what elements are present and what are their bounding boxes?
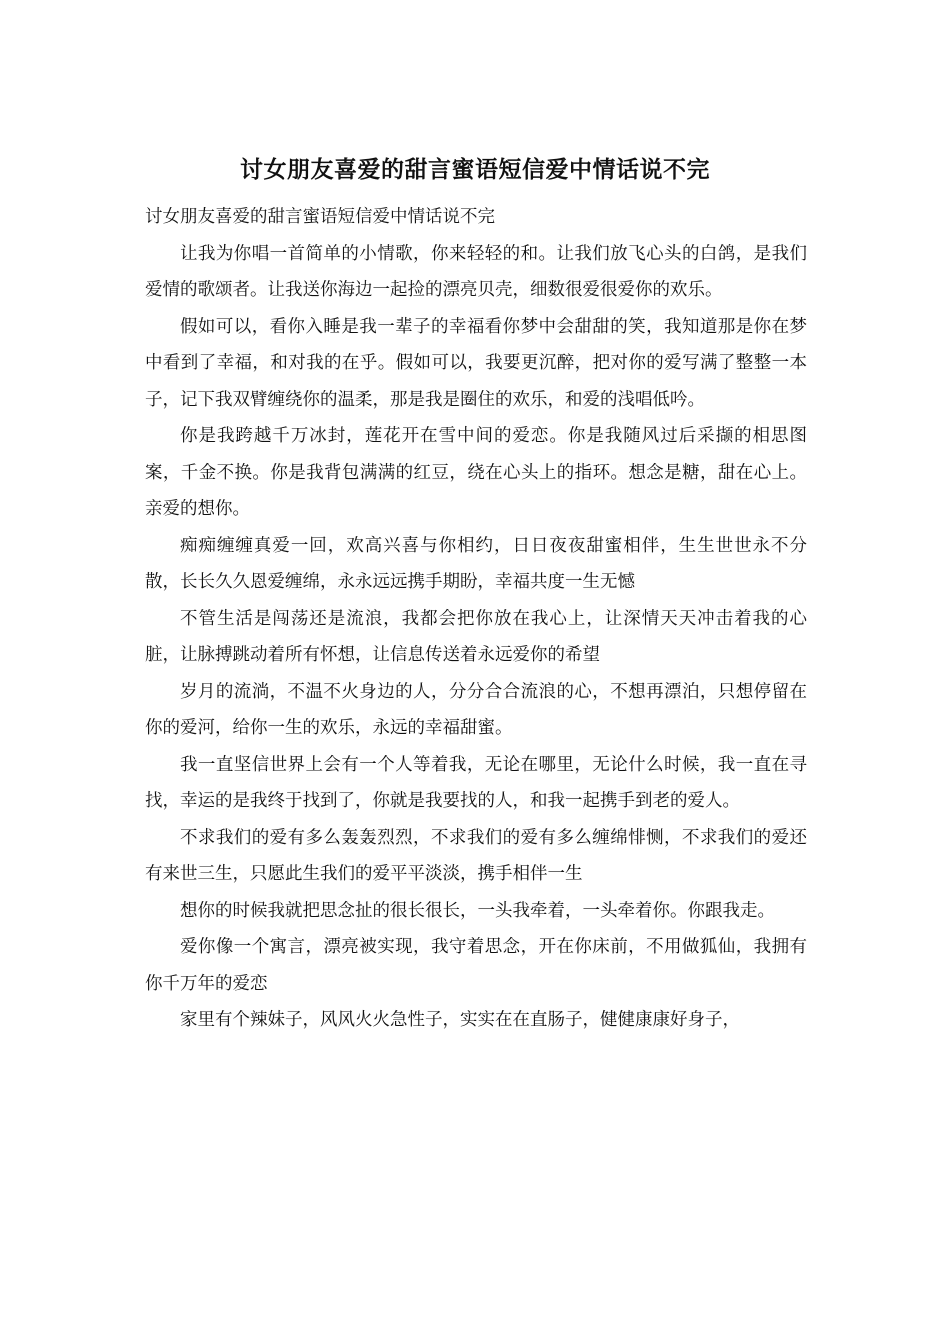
paragraph: 假如可以，看你入睡是我一辈子的幸福看你梦中会甜甜的笑，我知道那是你在梦中看到了幸福，和对我的在乎。假如可以，我要更沉醉，把对你的爱写满了整整一本子，记下我双臂缠绕你的温柔，那是我是圈住的欢乐，和爱的浅唱低吟。: [145, 316, 807, 410]
document-title: 讨女朋友喜爱的甜言蜜语短信爱中情话说不完: [240, 156, 710, 183]
paragraph: 让我为你唱一首简单的小情歌，你来轻轻的和。让我们放飞心头的白鸽，是我们爱情的歌颂者。让我送你海边一起捡的漂亮贝壳，细数很爱很爱你的欢乐。: [145, 243, 807, 300]
paragraph: 我一直坚信世界上会有一个人等着我，无论在哪里，无论什么时候，我一直在寻找，幸运的是我终于找到了，你就是我要找的人，和我一起携手到老的爱人。: [145, 754, 807, 811]
paragraph: 不求我们的爱有多么轰轰烈烈，不求我们的爱有多么缠绵悱恻，不求我们的爱还有来世三生，只愿此生我们的爱平平淡淡，携手相伴一生: [145, 827, 807, 884]
paragraph: 家里有个辣妹子，风风火火急性子，实实在在直肠子，健健康康好身子，: [180, 1010, 740, 1030]
paragraph: 爱你像一个寓言，漂亮被实现，我守着思念，开在你床前，不用做狐仙，我拥有你千万年的爱恋: [145, 937, 807, 994]
document-body: [145, 199, 807, 1039]
paragraph: 不管生活是闯荡还是流浪，我都会把你放在我心上，让深情天天冲击着我的心脏，让脉搏跳动着所有怀想，让信息传送着永远爱你的希望: [145, 608, 807, 665]
document-subtitle: 讨女朋友喜爱的甜言蜜语短信爱中情话说不完: [145, 207, 495, 227]
paragraph: 你是我跨越千万冰封，莲花开在雪中间的爱恋。你是我随风过后采撷的相思图案，千金不换。你是我背包满满的红豆，绕在心头上的指环。想念是糖，甜在心上。亲爱的想你。: [145, 426, 807, 519]
paragraph: 痴痴缠缠真爱一回，欢高兴喜与你相约，日日夜夜甜蜜相伴，生生世世永不分散，长长久久恩爱缠绵，永永远远携手期盼，幸福共度一生无憾: [145, 535, 807, 592]
paragraph: 岁月的流淌，不温不火身边的人，分分合合流浪的心，不想再漂泊，只想停留在你的爱河，给你一生的欢乐，永远的幸福甜蜜。: [145, 681, 807, 738]
paragraph: 想你的时候我就把思念扯的很长很长，一头我牵着，一头牵着你。你跟我走。: [180, 900, 775, 921]
